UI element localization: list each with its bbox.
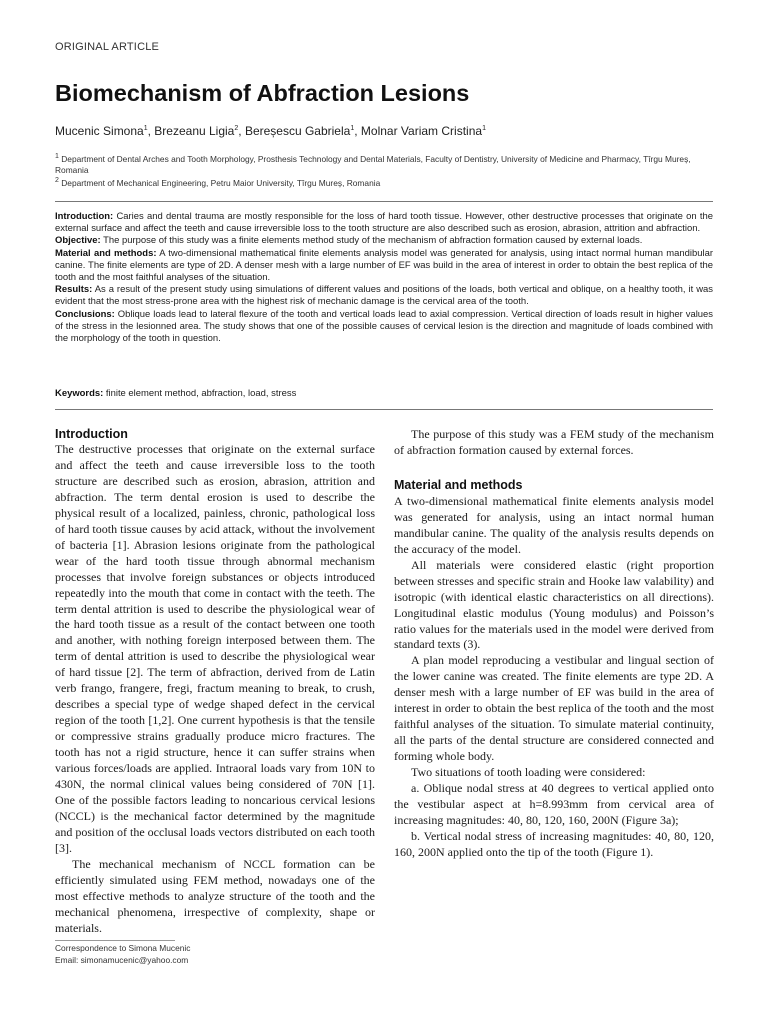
abstract-introduction [55,211,713,235]
abstract-methods [55,248,713,285]
author-name: Molnar Variam Cristina [360,124,483,138]
body-paragraph: The destructive processes that originate on the external surface and affect the teeth and cause irreversible loss to the tooth structure are described such as erosion, abrasion, attrition and abfraction. The term dental erosion is used to describe the physical result of a localized, painless, chronic, pathological loss of hard tooth tissue causes by acid attack, without the involvement of bacteria [1]. Abrasion lesions originate from the pathological wear of the hard tooth tissue through abnormal mechanism processes that involve foreign substances or objects introduced repeatedly into the mouth that come in contact with the teeth. The term dental attrition is used to describe the physiological wear of the hard tooth tissue as a result of the contact between one tooth and another, with nothing foreign interposed between them. The term of dental attrition is used to describe the physiological wear of hard tissue [2]. The term of abfraction, derived from de Latin verb frango, frangere, fregi, fractum meaning to break, to crush, describes a special type of wedge shaped defect in the cervical region of the tooth [1,2]. One current hypothesis is that the tensile or compressive strains gradually produce micro fractures. The tooth has not a rigid structure, hence it can suffer strains when various forces/loads are applied. Intraoral loads vary from 10N to 430N, the normal clinical values being considered of 70N [1]. One of the possible factors leading to noncarious cervical lesions (NCCL) is the mechanical factor determined by the magnitude and position of the occlusal loads vectors distributed on each tooth [3]. [55,442,375,855]
body-paragraph: b. Vertical nodal stress of increasing magnitudes: 40, 80, 120, 160, 200N applied onto the tip of the tooth (Figure 1). [394,828,714,859]
author-affiliation-mark: 2 [234,125,239,132]
author-name: Brezeanu Ligia [154,124,235,138]
affiliation-mark: 1 [55,153,59,160]
abstract-text: The purpose of this study was a finite elements method study of the mechanism of abfraction formation caused by external loads. [103,235,643,247]
article-type: ORIGINAL ARTICLE [55,41,160,53]
abstract-label: Results: [55,284,93,296]
body-paragraph: A plan model reproducing a vestibular and lingual section of the lower canine was created. The finite elements are type 2D. A denser mesh with a large number of EF was build in the area of interest in order to obtain the best replica of the tooth and the most faithful analyses of the situation. To simulate material continuity, all the parts of the dental structure are considered connected and forming whole body. [394,653,714,764]
author-affiliation-mark: 1 [350,125,355,132]
body-paragraph: a. Oblique nodal stress at 40 degrees to vertical applied onto the vestibular aspect at h=8.993mm from cervical area of increasing magnitudes: 40, 80, 120, 160, 200N (Figure 3a); [394,781,714,827]
footnote-divider [55,940,175,941]
affiliation [55,151,715,177]
abstract-label: Conclusions: [55,308,115,320]
abstract [55,211,713,345]
abstract-label: Objective: [55,235,101,247]
affiliation-mark: 2 [55,177,59,184]
affiliation-text: Department of Dental Arches and Tooth Morphology, Prosthesis Technology and Dental Materials, Faculty of Dentistry, University of Medicine and Pharmacy, Tîrgu Mureș, Romania [55,153,691,176]
abstract-results [55,284,713,308]
abstract-label: Material and methods: [55,247,157,259]
affiliation-text: Department of Mechanical Engineering, Petru Maior University, Tîrgu Mureș, Romania [61,177,381,188]
affiliation [55,175,715,189]
correspondence-email: Email: simonamucenic@yahoo.com [55,954,189,965]
body-paragraph: The mechanical mechanism of NCCL formation can be efficiently simulated using FEM method, nowadays one of the most effective methods to analyze structure of the tooth and the mechanical phenomena, irrespective of complexity, shape or materials. [55,856,375,935]
correspondence [55,943,190,966]
abstract-text: A two-dimensional mathematical finite elements analysis model was generated for analysis, using intact normal human mandibular canine. The finite elements are type of 2D. A denser mesh with a large number of EF was build in the area of interest in order to obtain the best replica of the tooth and the most faithful analyses of the situation. [55,247,713,284]
divider [55,409,713,410]
article-title: Biomechanism of Abfraction Lesions [55,80,470,106]
abstract-text: Caries and dental trauma are mostly responsible for the loss of hard tooth tissue. However, other destructive processes that originate on the external surface and affect the teeth and cause irreversible loss to the tooth structure are also described such as erosion, abrasion, attrition and abfraction. [55,211,714,235]
keywords [55,388,296,399]
author-name: Mucenic Simona [55,124,144,138]
keywords-text: finite element method, abfraction, load, stress [105,388,297,399]
body-column-left [55,427,375,937]
keywords-label: Keywords: [55,388,104,399]
author-name: Bereșescu Gabriela [244,124,351,138]
abstract-text: Oblique loads lead to lateral flexure of the tooth and vertical loads lead to axial compression. Vertical direction of loads result in higher values of the stress in the lesionned area. The study shows that one of the possible causes of cervical lesion is the direction and magnitude of loads combined with the morphology of the tooth in question. [55,308,714,345]
author-affiliation-mark: 1 [143,125,148,132]
abstract-label: Introduction: [55,211,114,222]
body-paragraph: All materials were considered elastic (right proportion between stresses and specific strain and Hooke law valability) and isotropic (with identical elastic characteristics on all directions). Longitudinal elastic modulus (Young modulus) and Poisson’s ratio values for the materials used in the model were derived from standard texts (3). [394,557,714,652]
divider [55,201,713,202]
abstract-conclusions [55,309,713,346]
abstract-objective [55,235,713,247]
author-list: Mucenic Simona$^1$, Brezeanu Ligia$^2$, Bereșescu Gabriela$^1$, Molnar Variam Cristina$^1$ [55,124,486,138]
section-heading-introduction: Introduction [55,427,128,441]
body-paragraph: A two-dimensional mathematical finite elements analysis model was generated for analysis, using an intact normal human mandibular canine. The quality of the analysis results depends on the accuracy of the model. [394,493,714,556]
body-column-right [394,427,714,861]
abstract-text: As a result of the present study using simulations of different values and positions of the loads, both vertical and oblique, on a healthy tooth, it was evident that the most stress-prone area with the highest risk of mechanic damage is the cervical area of the tooth. [55,284,713,308]
author-affiliation-mark: 1 [482,125,486,132]
section-heading-material-and-methods: Material and methods [394,477,523,492]
correspondence-name: Correspondence to Simona Mucenic [55,943,191,953]
body-paragraph: The purpose of this study was a FEM study of the mechanism of abfraction formation caused by external forces. [394,427,714,457]
body-paragraph: Two situations of tooth loading were considered: [411,765,646,780]
